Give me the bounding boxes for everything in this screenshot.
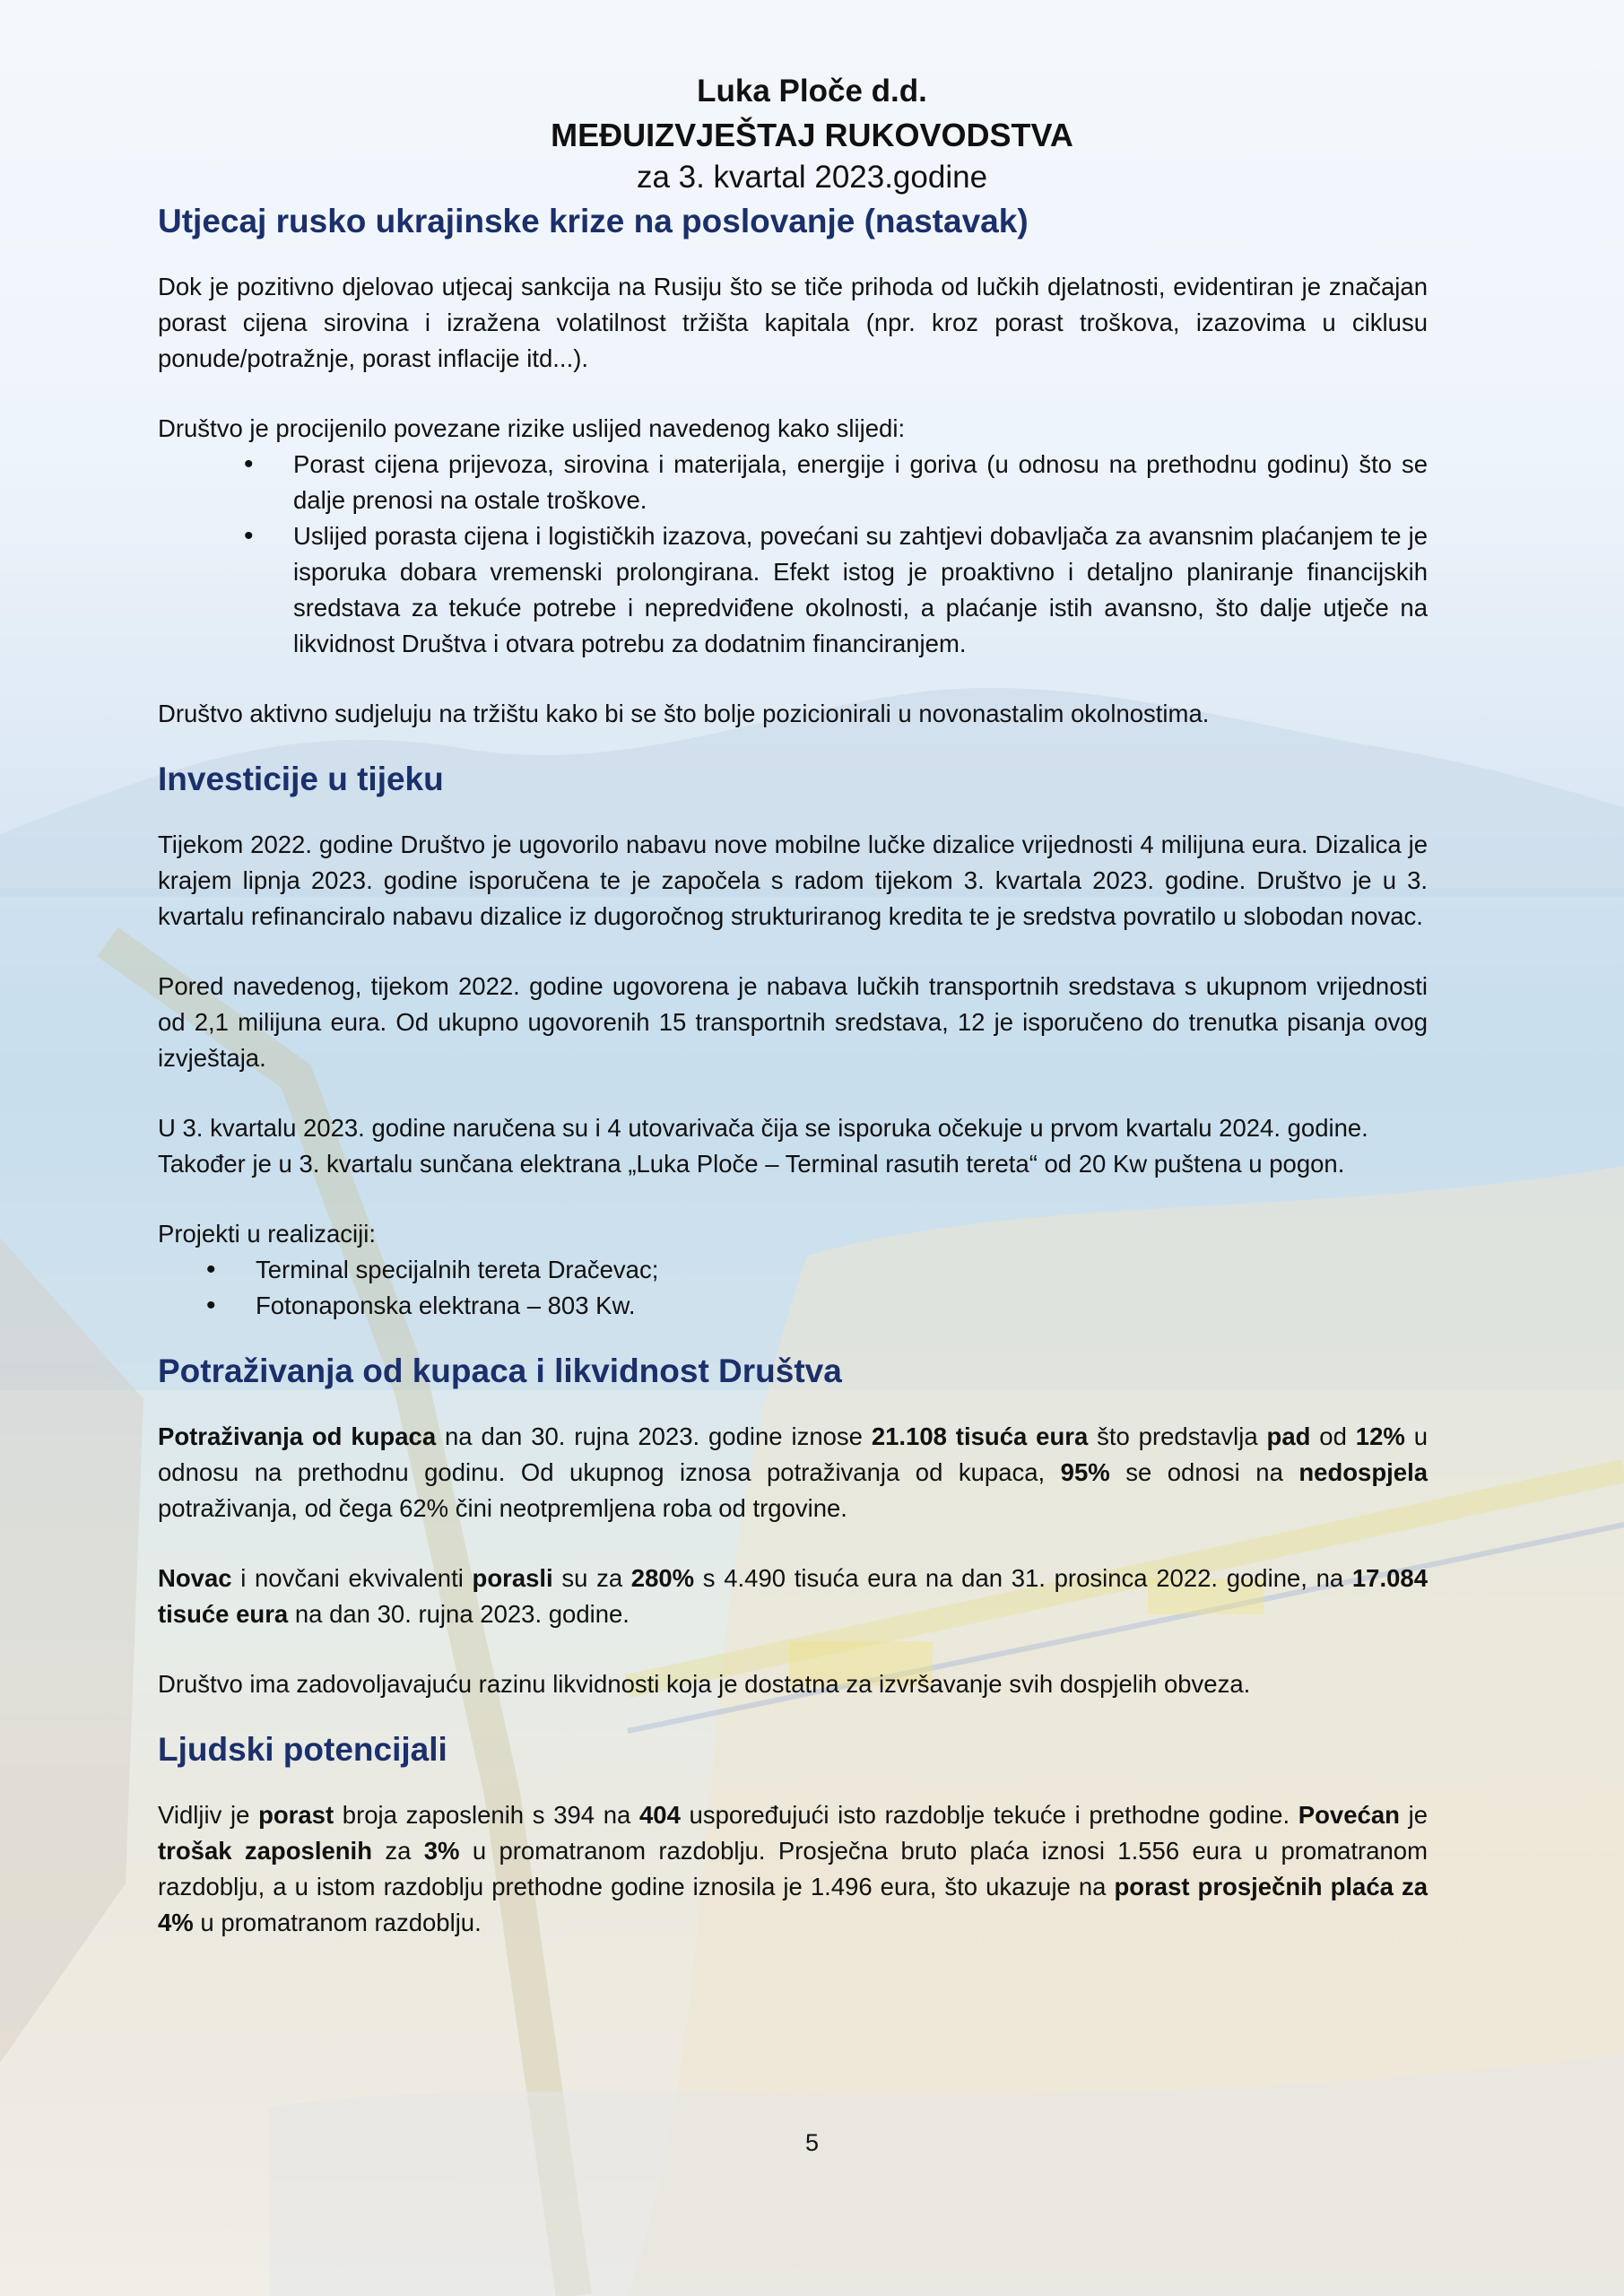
text-run: što predstavlja bbox=[1088, 1422, 1267, 1450]
paragraph bbox=[158, 1110, 1428, 1182]
text-bold: Potraživanja od kupaca bbox=[158, 1422, 437, 1450]
text-run: se odnosi na bbox=[1109, 1458, 1299, 1486]
text-run: na dan 30. rujna 2023. godine. bbox=[288, 1600, 630, 1628]
text-bold: Novac bbox=[158, 1564, 232, 1592]
text-bold: nedospjela bbox=[1298, 1458, 1429, 1486]
page-number: 5 bbox=[804, 2129, 820, 2156]
text-bold: 21.108 tisuća eura bbox=[871, 1422, 1089, 1450]
list-item: • Porast cijena prijevoza, sirovina i materijala, energije i goriva (u odnosu na prethodnu godinu) što se dalje prenosi na ostale troškove. bbox=[158, 447, 1428, 518]
text-run: u promatranom razdoblju. bbox=[193, 1909, 482, 1936]
text-bold: 95% bbox=[1060, 1458, 1110, 1486]
text-run: broja zaposlenih s 394 na bbox=[334, 1801, 639, 1829]
text-run: u odnosu na prethodnu godinu. Od ukupnog iznosa potraživanja od kupaca, bbox=[158, 1422, 1428, 1486]
text-run: u promatranom razdoblju. Prosječna bruto plaća iznosi 1.556 eura u promatranom razdoblju, a u istom razdoblju prethodne godine iznosila je 1.496 eura, što ukazuje na bbox=[158, 1837, 1428, 1900]
document-body bbox=[158, 199, 1428, 1941]
text-bold: 3% bbox=[423, 1837, 460, 1865]
text-run: U 3. kvartalu 2023. godine naručena su i 4 utovarivača čija se isporuka očekuje u prvom kvartalu 2024. godine. bbox=[158, 1114, 1368, 1142]
text-bold: porast bbox=[258, 1801, 334, 1829]
text-run: Također je u 3. kvartalu sunčana elektrana „Luka Ploče – Terminal rasutih tereta“ od 20 Kw puštena u pogon. bbox=[158, 1150, 1345, 1178]
text-bold: porast prosječnih plaća za 4% bbox=[158, 1873, 1429, 1936]
company-name: Luka Ploče d.d. bbox=[697, 74, 927, 109]
section-heading-human-resources: Ljudski potencijali bbox=[158, 1731, 447, 1768]
list-item: • Terminal specijalnih tereta Dračevac; bbox=[158, 1252, 1428, 1288]
list-item: • Fotonaponska elektrana – 803 Kw. bbox=[158, 1288, 1428, 1324]
paragraph: Dok je pozitivno djelovao utjecaj sankcija na Rusiju što se tiče prihoda od lučkih djelatnosti, evidentiran je značajan porast cijena sirovina i izražena volatilnost tržišta kapitala (npr. kroz porast troškova, izazovima u ciklusu ponude/potražnje, porast inflacije itd...). bbox=[158, 273, 1428, 372]
paragraph: Društvo ima zadovoljavajuću razinu likvidnosti koja je dostatna za izvršavanje svih dospjelih obveza. bbox=[158, 1670, 1251, 1698]
text-run: s 4.490 tisuća eura na dan 31. prosinca 2022. godine, na bbox=[694, 1564, 1352, 1592]
text-run: uspoređujući isto razdoblje tekuće i prethodne godine. bbox=[680, 1801, 1298, 1829]
paragraph: Društvo je procijenilo povezane rizike uslijed navedenog kako slijedi: bbox=[158, 414, 906, 442]
paragraph: Društvo aktivno sudjeluju na tržištu kako bi se što bolje pozicionirali u novonastalim okolnostima. bbox=[158, 700, 1210, 727]
text-run: je bbox=[1399, 1801, 1428, 1829]
text-run: za bbox=[372, 1837, 424, 1865]
text-bold: 17.084 tisuće eura bbox=[158, 1564, 1428, 1628]
paragraph: Tijekom 2022. godine Društvo je ugovorilo nabavu nove mobilne lučke dizalice vrijednosti 4 milijuna eura. Dizalica je krajem lipnja 2023. godine isporučena te je započela s radom tijekom 3. kvartala 2023. godine. Društvo je u 3. kvartalu refinanciralo nabavu dizalice iz dugoročnog strukturiranog kredita te je sredstva povratilo u slobodan novac. bbox=[158, 831, 1428, 930]
text-run: potraživanja, od čega 62% čini neotpremljena roba od trgovine. bbox=[158, 1494, 847, 1522]
projects-list bbox=[158, 1252, 1428, 1324]
risk-list bbox=[158, 447, 1428, 662]
text-bold: 404 bbox=[639, 1801, 681, 1829]
text-bold: porasli bbox=[472, 1564, 553, 1592]
paragraph bbox=[158, 1797, 1428, 1941]
text-bold: 12% bbox=[1355, 1422, 1405, 1450]
text-bold: 280% bbox=[630, 1564, 695, 1592]
section-heading-investments: Investicije u tijeku bbox=[158, 761, 444, 797]
paragraph: Pored navedenog, tijekom 2022. godine ugovorena je nabava lučkih transportnih sredstava s ukupnom vrijednosti od 2,1 milijuna eura. Od ukupno ugovorenih 15 transportnih sredstava, 12 je isporučeno do trenutka pisanja ovog izvještaja. bbox=[158, 972, 1428, 1072]
paragraph: Projekti u realizaciji: bbox=[158, 1220, 377, 1248]
list-item: • Uslijed porasta cijena i logističkih izazova, povećani su zahtjevi dobavljača za avansnim plaćanjem te je isporuka dobara vremenski prolongirana. Efekt istog je proaktivno i detaljno planiranje financijskih sredstava za tekuće potrebe i nepredviđene okolnosti, a plaćanje istih avansno, što dalje utječe na likvidnost Društva i otvara potrebu za dodatnim financiranjem. bbox=[158, 518, 1428, 662]
text-run: su za bbox=[552, 1564, 631, 1592]
section-heading-crisis: Utjecaj rusko ukrajinske krize na poslovanje (nastavak) bbox=[158, 203, 1029, 239]
paragraph bbox=[158, 1419, 1428, 1526]
report-title: MEĐUIZVJEŠTAJ RUKOVODSTVA bbox=[551, 117, 1073, 153]
text-run: od bbox=[1310, 1422, 1356, 1450]
report-period: za 3. kvartal 2023.godine bbox=[636, 160, 988, 195]
text-bold: pad bbox=[1266, 1422, 1311, 1450]
paragraph bbox=[158, 1561, 1428, 1632]
section-heading-receivables: Potraživanja od kupaca i likvidnost Društva bbox=[158, 1352, 842, 1389]
text-run: na dan 30. rujna 2023. godine iznose bbox=[436, 1422, 872, 1450]
text-bold: Povećan bbox=[1298, 1801, 1400, 1829]
text-bold: trošak zaposlenih bbox=[158, 1837, 372, 1865]
text-run: Vidljiv je bbox=[158, 1801, 259, 1829]
text-run: i novčani ekvivalenti bbox=[231, 1564, 473, 1592]
